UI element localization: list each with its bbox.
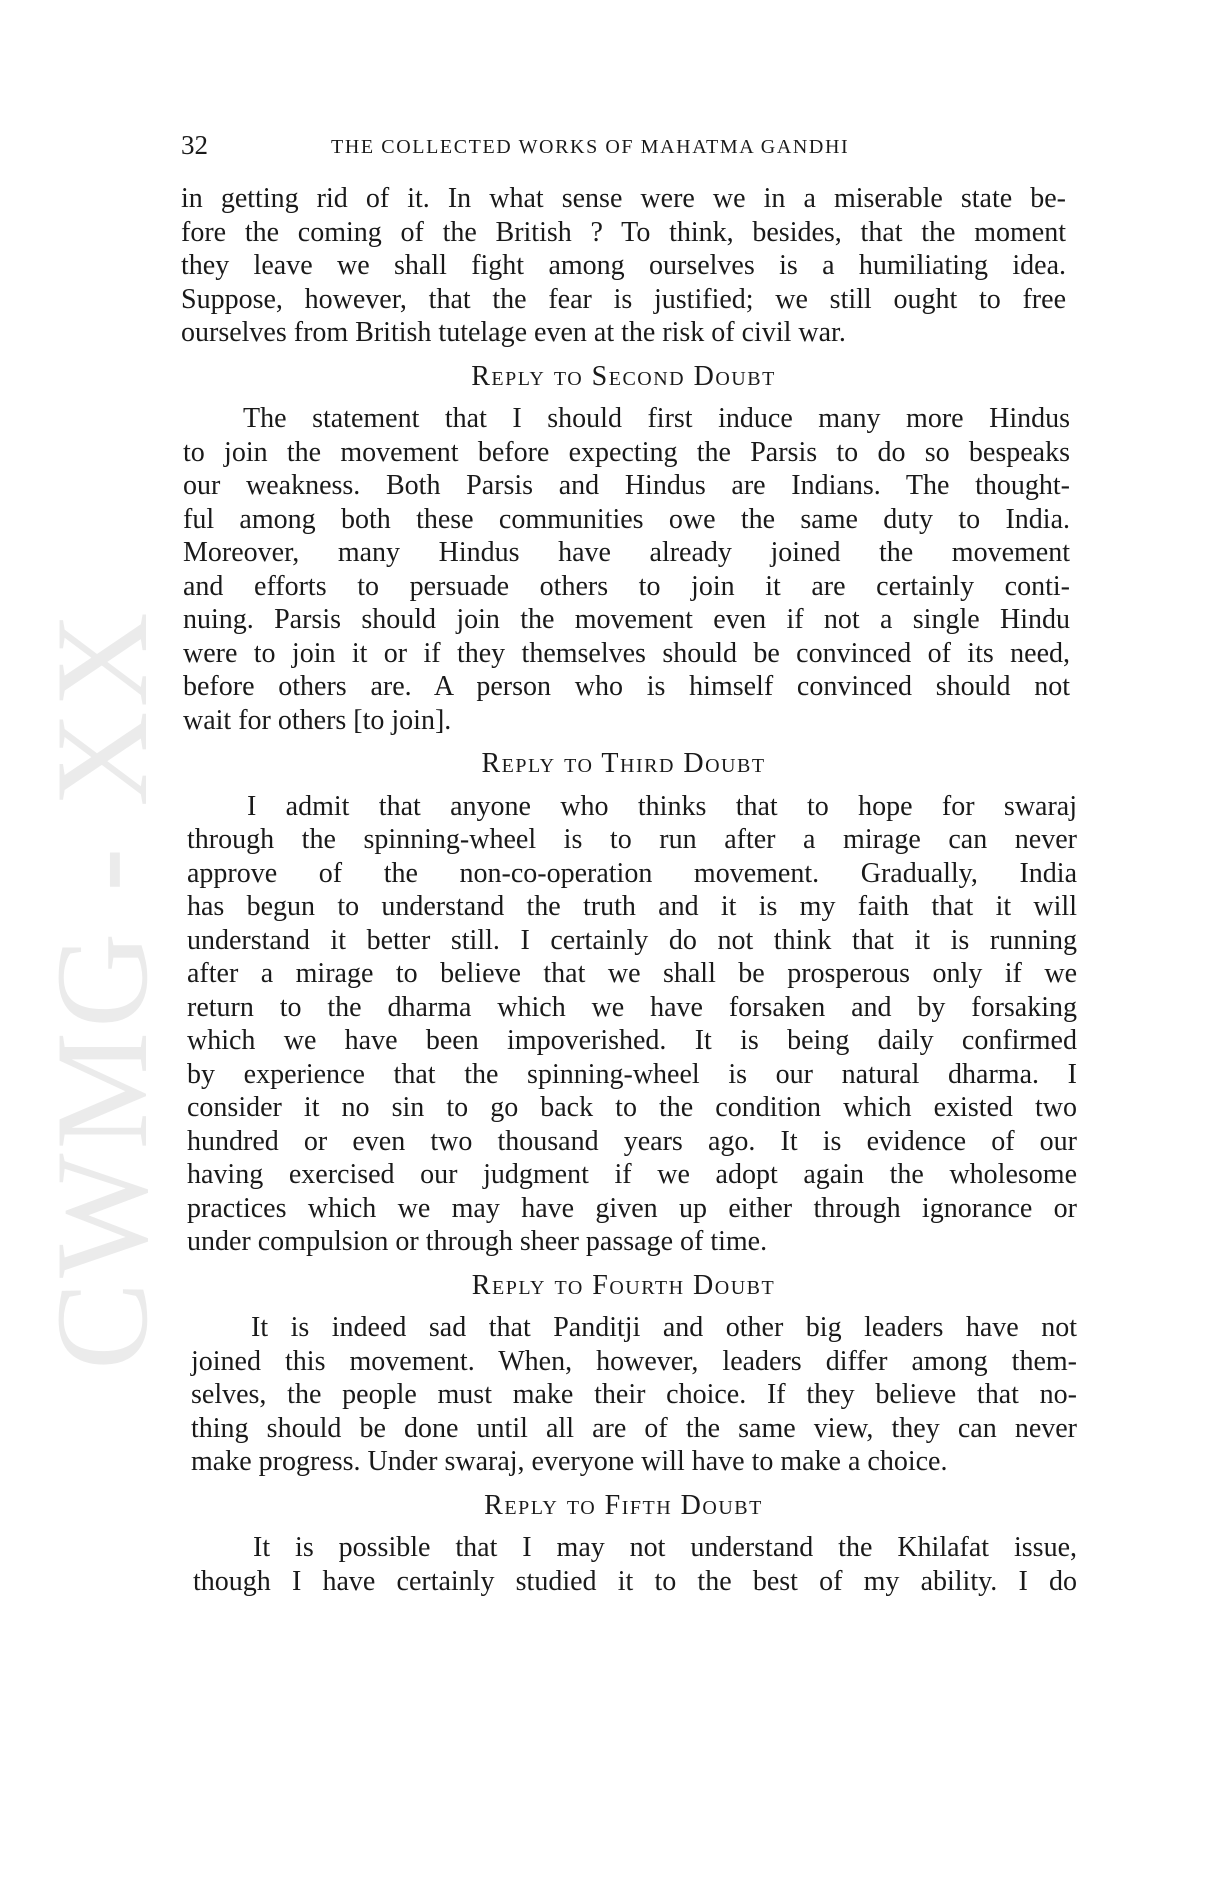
section-heading: Reply to Fourth Doubt [471,1269,776,1301]
section-heading: Reply to Fifth Doubt [484,1489,763,1521]
text-line: It is indeed sad that Panditji and other big leaders have not [251,1312,1077,1343]
text-line: by experience that the spinning-wheel is our natural dharma. I [187,1058,1077,1090]
text-line: before others are. A person who is himself convinced should not [183,671,1070,702]
text-line: and efforts to persuade others to join it are certainly conti- [183,570,1070,602]
text-line: make progress. Under swaraj, everyone will have to make a choice. [191,1446,948,1477]
text-line: though I have certainly studied it to the best of my ability. I do [193,1565,1077,1597]
text-line: to join the movement before expecting the Parsis to do so bespeaks [183,436,1070,468]
paragraph [191,1311,1077,1479]
text-line: were to join it or if they themselves should be convinced of its need, [183,637,1070,669]
text-line: selves, the people must make their choice. If they believe that no- [191,1379,1077,1410]
text-line: fore the coming of the British ? To think, besides, that the moment [181,216,1066,248]
text-line: Suppose, however, that the fear is justified; we still ought to free [181,283,1066,315]
text-line: I admit that anyone who thinks that to hope for swaraj [247,790,1077,822]
text-line: understand it better still. I certainly do not think that it is running [187,924,1077,956]
text-line: The statement that I should first induce many more Hindus [243,403,1070,434]
text-line: our weakness. Both Parsis and Hindus are Indians. The thought- [183,470,1070,501]
text-line: through the spinning-wheel is to run after a mirage can never [187,824,1077,855]
text-line: Moreover, many Hindus have already joined the movement [183,537,1070,568]
text-line: has begun to understand the truth and it is my faith that it will [187,891,1077,922]
page-header [181,130,1066,164]
text-line: nuing. Parsis should join the movement even if not a single Hindu [183,604,1070,635]
text-line: wait for others [to join]. [183,704,452,736]
text-line: after a mirage to believe that we shall be prosperous only if we [187,958,1077,989]
paragraph [181,182,1066,350]
paragraph [187,790,1077,1259]
text-line: practices which we may have given up either through ignorance or [187,1192,1077,1224]
section-heading: Reply to Second Doubt [471,360,776,392]
text-line: ourselves from British tutelage even at the risk of civil war. [181,317,846,348]
text-line: thing should be done until all are of the same view, they can never [191,1412,1077,1444]
text-line: return to the dharma which we have forsaken and by forsaking [187,991,1077,1023]
text-line: having exercised our judgment if we adopt again the wholesome [187,1159,1077,1190]
text-line: consider it no sin to go back to the condition which existed two [187,1092,1077,1123]
text-line: hundred or even two thousand years ago. It is evidence of our [187,1125,1077,1157]
text-line: It is possible that I may not understand the Khilafat issue, [253,1532,1077,1563]
section-heading: Reply to Third Doubt [481,748,766,779]
paragraph [183,402,1070,737]
text-line: joined this movement. When, however, leaders differ among them- [191,1345,1077,1377]
text-line: which we have been impoverished. It is being daily confirmed [187,1025,1077,1056]
text-line: in getting rid of it. In what sense were we in a miserable state be- [181,183,1066,214]
running-title: THE COLLECTED WORKS OF MAHATMA GANDHI [331,136,850,158]
text-line: ful among both these communities owe the same duty to India. [183,503,1070,535]
text-line: they leave we shall fight among ourselves is a humiliating idea. [181,250,1066,281]
page-body [181,182,1077,1598]
text-line: approve of the non-co-operation movement. Gradually, India [187,857,1077,889]
page-number: 32 [181,130,208,160]
text-line: under compulsion or through sheer passage of time. [187,1226,768,1257]
paragraph [193,1531,1077,1598]
watermark: CWMG - XX [28,608,175,1370]
